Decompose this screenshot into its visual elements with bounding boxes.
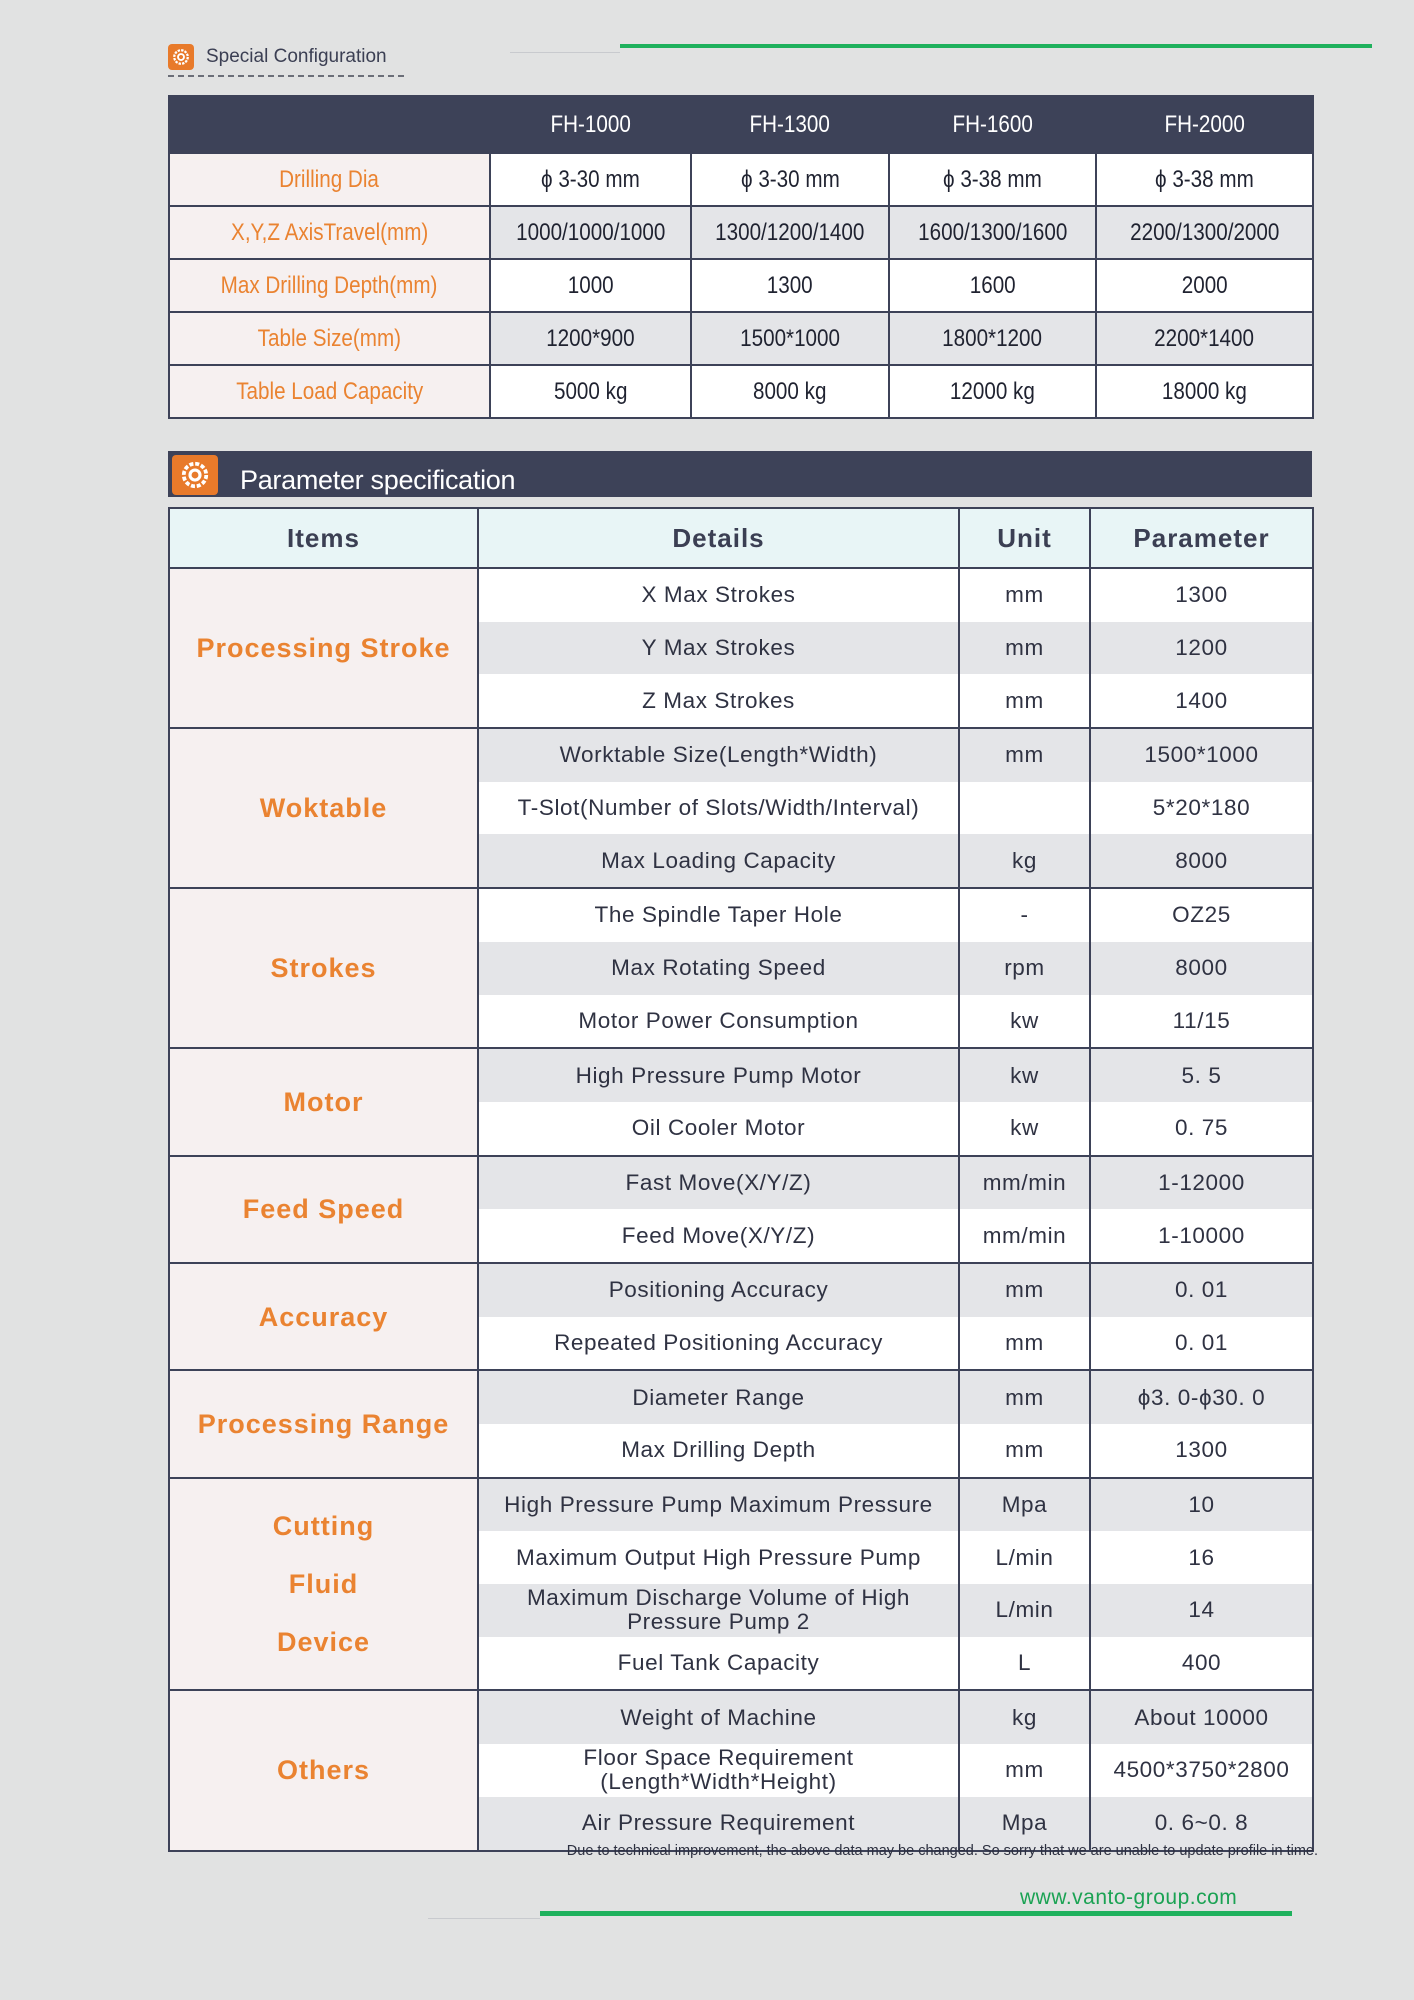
row-label-text: Table Load Capacity: [235, 377, 424, 405]
header-unit: Unit: [959, 508, 1090, 568]
detail-cell: The Spindle Taper Hole: [478, 888, 959, 942]
config-value: [490, 365, 691, 418]
parameter-cell: 1300: [1090, 1424, 1313, 1478]
config-value-text: 1800*1200: [942, 324, 1043, 352]
row-label: [169, 259, 490, 312]
group-label: Strokes: [169, 888, 478, 1048]
unit-cell: mm: [959, 622, 1090, 675]
detail-cell: T-Slot(Number of Slots/Width/Interval): [478, 782, 959, 835]
group-label: Accuracy: [169, 1263, 478, 1370]
config-value: [490, 206, 691, 259]
config-value: [1096, 206, 1313, 259]
parameter-cell: 1-12000: [1090, 1156, 1313, 1210]
config-value-text: 12000 kg: [950, 377, 1035, 405]
unit-cell: mm: [959, 1424, 1090, 1478]
model-label: FH-1300: [749, 110, 831, 138]
detail-cell: Z Max Strokes: [478, 674, 959, 728]
config-value: [889, 312, 1096, 365]
unit-cell: Mpa: [959, 1797, 1090, 1851]
detail-cell: Repeated Positioning Accuracy: [478, 1317, 959, 1371]
parameter-header-row: [169, 508, 1313, 568]
bottom-rule-green: [540, 1911, 1292, 1916]
parameter-cell: 14: [1090, 1584, 1313, 1637]
unit-cell: rpm: [959, 942, 1090, 995]
detail-cell: Fuel Tank Capacity: [478, 1637, 959, 1691]
parameter-cell: 0. 01: [1090, 1263, 1313, 1317]
model-header: [889, 96, 1096, 153]
parameter-cell: 10: [1090, 1478, 1313, 1532]
header-details: Details: [478, 508, 959, 568]
config-value-text: 1300: [767, 271, 813, 299]
table-row: [169, 1263, 1313, 1317]
parameter-cell: 5*20*180: [1090, 782, 1313, 835]
group-label: Feed Speed: [169, 1156, 478, 1263]
config-value: [691, 365, 889, 418]
website-link[interactable]: www.vanto-group.com: [1020, 1886, 1238, 1909]
parameter-table: [168, 507, 1314, 1852]
configuration-row: [169, 206, 1313, 259]
config-value-text: ϕ 3-30 mm: [541, 165, 640, 193]
model-label: FH-1000: [550, 110, 631, 138]
configuration-table: [168, 95, 1314, 419]
config-value-text: 2200*1400: [1154, 324, 1255, 352]
unit-cell: kw: [959, 995, 1090, 1049]
config-value: [691, 153, 889, 206]
unit-cell: mm: [959, 1317, 1090, 1371]
parameter-cell: ϕ3. 0-ϕ30. 0: [1090, 1370, 1313, 1424]
table-row: [169, 1478, 1313, 1532]
parameter-cell: About 10000: [1090, 1690, 1313, 1744]
detail-cell: Maximum Output High Pressure Pump: [478, 1531, 959, 1584]
bottom-rule-grey: [428, 1918, 540, 1919]
parameter-cell: 1-10000: [1090, 1209, 1313, 1263]
unit-cell: mm: [959, 1370, 1090, 1424]
detail-cell: Fast Move(X/Y/Z): [478, 1156, 959, 1210]
detail-cell: Y Max Strokes: [478, 622, 959, 675]
config-value-text: 1000: [567, 271, 614, 299]
config-value-text: 1600: [969, 271, 1016, 299]
config-value: [889, 259, 1096, 312]
unit-cell: mm/min: [959, 1209, 1090, 1263]
config-value: [1096, 312, 1313, 365]
group-label: Motor: [169, 1048, 478, 1155]
detail-cell: Max Loading Capacity: [478, 834, 959, 888]
parameter-cell: 16: [1090, 1531, 1313, 1584]
unit-cell: mm: [959, 728, 1090, 782]
config-value-text: 1200*900: [546, 324, 635, 352]
unit-cell: mm: [959, 568, 1090, 622]
config-value-text: ϕ 3-38 mm: [943, 165, 1042, 193]
unit-cell: mm: [959, 1744, 1090, 1797]
table-row: [169, 1048, 1313, 1102]
row-label-text: Drilling Dia: [279, 165, 380, 193]
parameter-cell: 1500*1000: [1090, 728, 1313, 782]
gear-icon: [172, 455, 218, 495]
parameter-cell: 0. 01: [1090, 1317, 1313, 1371]
detail-cell: Weight of Machine: [478, 1690, 959, 1744]
detail-cell: Max Rotating Speed: [478, 942, 959, 995]
config-value: [1096, 259, 1313, 312]
unit-cell: Mpa: [959, 1478, 1090, 1532]
unit-cell: kg: [959, 834, 1090, 888]
detail-cell: Max Drilling Depth: [478, 1424, 959, 1478]
special-configuration-header: [168, 42, 404, 80]
dashed-underline: [168, 75, 404, 77]
parameter-cell: 11/15: [1090, 995, 1313, 1049]
model-label: FH-1600: [952, 110, 1033, 138]
row-label-text: Table Size(mm): [257, 324, 402, 352]
detail-cell: X Max Strokes: [478, 568, 959, 622]
parameter-cell: 8000: [1090, 942, 1313, 995]
parameter-cell: 1200: [1090, 622, 1313, 675]
parameter-specification-banner: [168, 451, 1312, 497]
config-value-text: ϕ 3-38 mm: [1155, 165, 1254, 193]
header-items: Items: [169, 508, 478, 568]
table-row: [169, 1156, 1313, 1210]
header-parameter: Parameter: [1090, 508, 1313, 568]
row-label-text: X,Y,Z AxisTravel(mm): [230, 218, 429, 246]
config-value: [691, 312, 889, 365]
config-value: [691, 259, 889, 312]
unit-cell: kg: [959, 1690, 1090, 1744]
unit-cell: L/min: [959, 1584, 1090, 1637]
parameter-specification-title: Parameter specification: [240, 465, 516, 495]
detail-cell: Feed Move(X/Y/Z): [478, 1209, 959, 1263]
config-value: [889, 153, 1096, 206]
config-value-text: 1000/1000/1000: [515, 218, 666, 246]
parameter-cell: 0. 6~0. 8: [1090, 1797, 1313, 1851]
config-value: [1096, 365, 1313, 418]
configuration-header-row: [169, 96, 1313, 153]
detail-cell: Maximum Discharge Volume of High Pressure Pump 2: [478, 1584, 959, 1637]
group-label: Others: [169, 1690, 478, 1850]
row-label: [169, 206, 490, 259]
config-value-text: ϕ 3-30 mm: [740, 165, 840, 193]
configuration-row: [169, 153, 1313, 206]
unit-cell: kw: [959, 1048, 1090, 1102]
config-value-text: 1300/1200/1400: [715, 218, 865, 246]
detail-cell: Worktable Size(Length*Width): [478, 728, 959, 782]
parameter-cell: 0. 75: [1090, 1102, 1313, 1156]
config-value: [889, 365, 1096, 418]
detail-cell: Oil Cooler Motor: [478, 1102, 959, 1156]
model-label: FH-2000: [1164, 110, 1245, 138]
configuration-row: [169, 312, 1313, 365]
parameter-cell: 5. 5: [1090, 1048, 1313, 1102]
detail-cell: High Pressure Pump Maximum Pressure: [478, 1478, 959, 1532]
config-value-text: 2000: [1181, 271, 1228, 299]
unit-cell: -: [959, 888, 1090, 942]
model-header: [490, 96, 691, 153]
config-value-text: 2200/1300/2000: [1129, 218, 1280, 246]
table-row: [169, 728, 1313, 782]
unit-cell: mm: [959, 1263, 1090, 1317]
table-row: [169, 1690, 1313, 1744]
detail-cell: Air Pressure Requirement: [478, 1797, 959, 1851]
config-value: [490, 312, 691, 365]
gear-icon: [168, 44, 194, 70]
config-value: [691, 206, 889, 259]
disclaimer-note: Due to technical improvement, the above data may be changed. So sorry that we are unable to update profile in time.: [566, 1843, 1318, 1859]
detail-cell: Positioning Accuracy: [478, 1263, 959, 1317]
table-row: [169, 1370, 1313, 1424]
group-label: Cutting Fluid Device: [169, 1478, 478, 1691]
top-rule-green: [620, 44, 1372, 48]
table-row: [169, 568, 1313, 622]
config-value: [1096, 153, 1313, 206]
config-value: [490, 259, 691, 312]
config-value-text: 5000 kg: [553, 377, 628, 405]
config-value-text: 1500*1000: [740, 324, 840, 352]
parameter-cell: 8000: [1090, 834, 1313, 888]
unit-cell: [959, 782, 1090, 835]
parameter-cell: 1300: [1090, 568, 1313, 622]
model-header: [1096, 96, 1313, 153]
parameter-cell: 4500*3750*2800: [1090, 1744, 1313, 1797]
parameter-cell: OZ25: [1090, 888, 1313, 942]
header-corner: [169, 96, 490, 153]
detail-cell: Floor Space Requirement (Length*Width*Height): [478, 1744, 959, 1797]
unit-cell: mm/min: [959, 1156, 1090, 1210]
unit-cell: kw: [959, 1102, 1090, 1156]
group-label: Processing Stroke: [169, 568, 478, 728]
configuration-row: [169, 365, 1313, 418]
configuration-row: [169, 259, 1313, 312]
group-label: Woktable: [169, 728, 478, 888]
config-value-text: 1600/1300/1600: [917, 218, 1068, 246]
row-label: [169, 153, 490, 206]
config-value: [889, 206, 1096, 259]
unit-cell: L: [959, 1637, 1090, 1691]
row-label-text: Max Drilling Depth(mm): [221, 271, 438, 299]
detail-cell: High Pressure Pump Motor: [478, 1048, 959, 1102]
parameter-cell: 400: [1090, 1637, 1313, 1691]
row-label: [169, 312, 490, 365]
config-value-text: 18000 kg: [1162, 377, 1247, 405]
group-label: Processing Range: [169, 1370, 478, 1477]
row-label: [169, 365, 490, 418]
config-value: [490, 153, 691, 206]
table-row: [169, 888, 1313, 942]
config-value-text: 8000 kg: [753, 377, 827, 405]
detail-cell: Motor Power Consumption: [478, 995, 959, 1049]
model-header: [691, 96, 889, 153]
special-configuration-title: Special Configuration: [206, 46, 387, 67]
unit-cell: L/min: [959, 1531, 1090, 1584]
top-rule-grey: [510, 52, 620, 53]
detail-cell: Diameter Range: [478, 1370, 959, 1424]
parameter-cell: 1400: [1090, 674, 1313, 728]
unit-cell: mm: [959, 674, 1090, 728]
